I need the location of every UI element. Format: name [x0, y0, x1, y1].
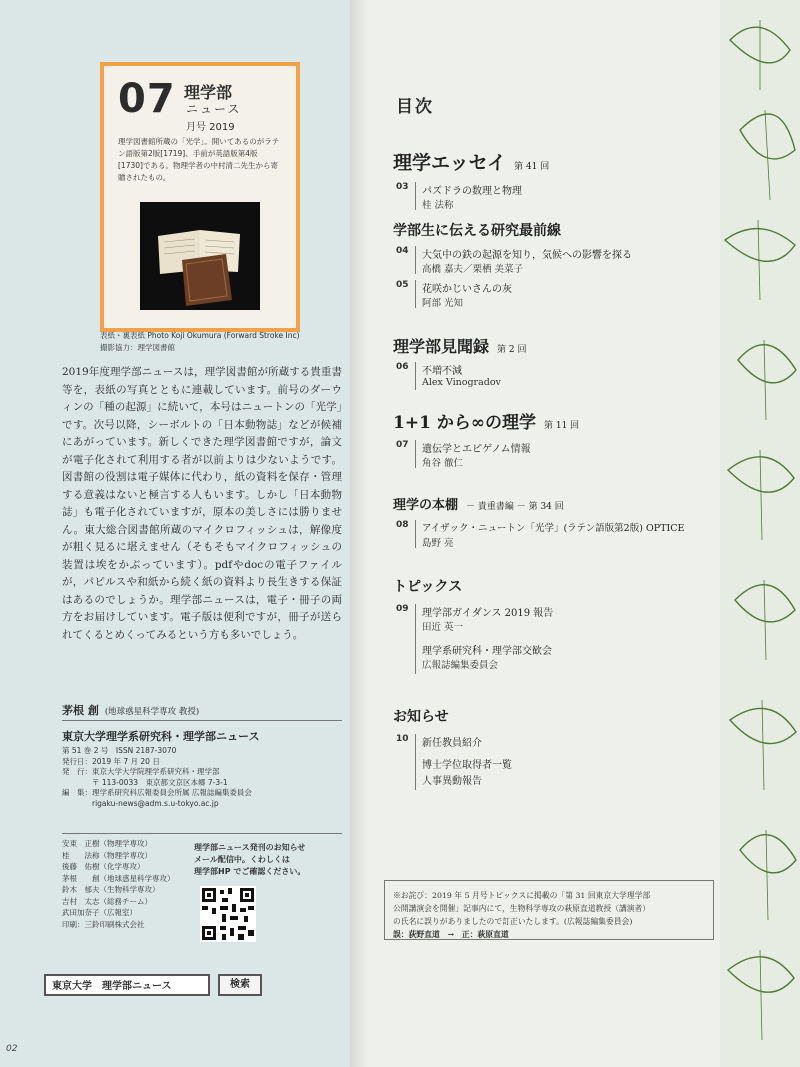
- publication-title: 東京大学理学系研究科・理学部ニュース: [62, 730, 260, 743]
- notice-line: メール配信中。くわしくは: [194, 855, 290, 864]
- toc-section-bookshelf: [393, 494, 564, 513]
- entry-title: 理学部ガイダンス 2019 報告: [422, 608, 554, 619]
- entry-author: 阿部 光知: [422, 298, 464, 309]
- section-title: 理学の本棚: [393, 498, 459, 513]
- entry-bar: [415, 440, 416, 468]
- staff-list: [62, 838, 192, 930]
- entry-title: 遺伝学とエピゲノム情報: [422, 444, 531, 455]
- section-round: 第 11 回: [543, 421, 580, 431]
- toc-section-news: [393, 706, 449, 726]
- toc-entry[interactable]: [396, 246, 726, 276]
- section-round: 第 2 回: [497, 345, 527, 355]
- pub-line: 第 51 巻 2 号 ISSN 2187-3070: [62, 746, 177, 755]
- entry-page: 04: [396, 246, 409, 256]
- section-title: 学部生に伝える研究最前線: [393, 223, 561, 239]
- staff-item: 吉村 太志（総務チーム）: [62, 896, 152, 906]
- staff-item: 安東 正樹（物理学専攻）: [62, 839, 152, 848]
- section-title: お知らせ: [393, 709, 449, 725]
- staff-item: 桂 法称（物理学専攻）: [62, 850, 152, 860]
- staff-item: 茅根 創（地球惑星科学専攻）: [62, 873, 175, 883]
- toc-section-kenbun: [393, 334, 526, 357]
- divider: [62, 720, 342, 721]
- section-title: 理学エッセイ: [393, 152, 507, 174]
- staff-item: 武田加奈子（広報室）: [62, 908, 137, 917]
- toc-section-topics: [393, 576, 462, 596]
- toc-entry[interactable]: [396, 362, 726, 392]
- notice-line: 理学部ニュース発刊のお知らせ: [194, 843, 306, 852]
- toc-entry[interactable]: [396, 520, 726, 550]
- editor-author: [62, 702, 199, 718]
- pub-line: 編 集：理学系研究科広報委員会所属 広報誌編集委員会: [62, 788, 252, 797]
- toc-section-oneplusone: [393, 408, 579, 433]
- entry-page: 06: [396, 362, 409, 372]
- toc-entry[interactable]: [396, 734, 726, 750]
- erratum-line: の氏名に誤りがありましたので訂正いたします。(広報誌編集委員会): [393, 917, 633, 926]
- section-title: 1+1 から∞の理学: [393, 413, 536, 433]
- author-affiliation: (地球惑星科学専攻 教授): [104, 707, 200, 717]
- notice-line: 理学部HP でご確認ください。: [194, 867, 306, 876]
- entry-title: 人事異動報告: [422, 776, 482, 787]
- brand-subtitle: ニュース: [186, 102, 242, 116]
- search-input[interactable]: 東京大学 理学部ニュース: [44, 974, 210, 996]
- entry-page: 08: [396, 520, 409, 530]
- section-round: － 貴重書編 － 第 34 回: [466, 502, 564, 512]
- erratum-box: [384, 880, 714, 940]
- entry-title: 理学系研究科・理学部交歓会: [422, 646, 552, 657]
- entry-author: 角谷 徹仁: [422, 458, 464, 469]
- staff-item: 鈴木 郁夫（生物科学専攻）: [62, 885, 160, 894]
- book-photo: [140, 202, 260, 310]
- entry-page: 09: [396, 604, 409, 614]
- qr-code[interactable]: [200, 886, 256, 942]
- toc-entry[interactable]: [396, 280, 726, 310]
- toc-entry[interactable]: [396, 182, 726, 212]
- entry-title: 新任教員紹介: [422, 738, 482, 749]
- search-button[interactable]: 検索: [218, 974, 262, 996]
- entry-bar: [415, 280, 416, 308]
- entry-page: 10: [396, 734, 409, 744]
- intro-paragraph: 2019年度理学部ニュースは，理学図書館が所蔵する貴重書等を，表紙の写真とともに連載しています。前号のダーウィンの「種の起源」に続いて，本号はニュートンの「光学」です。次号以降，シーボルトの「日本動物誌」などが候補にあがっています。新しくできた理学図書館ですが，論文が電子化されて利用する者が以前よりは少ないようです。図書館の役割は電子媒体に代わり，紙の資料を保存・管理する意義はないと極言する人もいます。しかし「日本動物誌」も電子化されていますが，原本の美しさには勝りません。東大総合図書館所蔵のマイクロフィッシュは，解像度が粗く見るに堪えません（そもそもマイクロフィッシュの装置は埃をかぶっています）。pdfやdocの電子ファイルが，パピルスや和紙から続く紙の資料より長生きする保証はあるのでしょうか。理学部ニュースは，電子・冊子の両方をお届けしています。電子版は便利ですが，冊子が送られてくるとめくってみるという方も多いでしょう。: [62, 366, 342, 641]
- section-title: トピックス: [393, 579, 463, 595]
- entry-title: アイザック・ニュートン「光学」(ラテン語版第2版) OPTICE: [422, 523, 685, 534]
- toc-section-research: [393, 220, 561, 240]
- section-title: 理学部見聞録: [393, 337, 490, 356]
- section-round: 第 41 回: [514, 162, 550, 172]
- entry-bar: [415, 362, 416, 390]
- entry-page: 07: [396, 440, 409, 450]
- toc-entry[interactable]: [396, 604, 726, 634]
- erratum-line: 公開講演会を開催」記事内にて，生物科学専攻の萩原直道教授（講演者）: [393, 904, 651, 913]
- ginkgo-leaf-illustration: [720, 0, 800, 1067]
- entry-bar: [415, 182, 416, 210]
- photo-credit: [100, 330, 350, 354]
- toc-section-essay: [393, 148, 549, 175]
- pub-line: 発行日：2019 年 7 月 20 日: [62, 756, 160, 766]
- pub-email: rigaku-news@adm.s.u-tokyo.ac.jp: [62, 798, 219, 808]
- printer: 印刷：三鈴印刷株式会社: [62, 919, 145, 929]
- cover-info-box: [100, 62, 300, 332]
- entry-author: 高橋 嘉夫／栗栖 美菜子: [422, 264, 524, 275]
- toc-entry[interactable]: [396, 440, 726, 470]
- entry-author: Alex Vinogradov: [422, 377, 501, 388]
- entry-bar: [415, 246, 416, 274]
- entry-title: 博士学位取得者一覧: [422, 760, 512, 771]
- erratum-correction: 誤：荻野直道 → 正：萩原直道: [393, 930, 509, 939]
- cover-description: 理学図書館所蔵の「光学」。開いてあるのがラテン語版第2版[1719]、手前が英語版第4版[1730]である。物理学者の中村清二先生から寄贈されたもの。: [118, 137, 280, 182]
- divider: [62, 833, 342, 834]
- pub-line: 発 行：東京大学大学院理学系研究科・理学部: [62, 767, 220, 776]
- entry-author: 桂 法称: [422, 200, 454, 211]
- staff-item: 後藤 佑樹（化学専攻）: [62, 862, 145, 871]
- entry-page: 05: [396, 280, 409, 290]
- entry-author: 島野 亮: [422, 538, 454, 549]
- erratum-line: ※お詫び：2019 年 5 月号トピックスに掲載の「第 31 回東京大学理学部: [393, 891, 651, 900]
- entry-title: 大気中の鉄の起源を知り，気候への影響を探る: [422, 250, 632, 261]
- toc-entry[interactable]: [396, 772, 726, 788]
- toc-heading: 目次: [396, 97, 434, 117]
- author-name: 茅根 創: [62, 704, 99, 717]
- entry-title: パズドラの数理と物理: [422, 186, 522, 197]
- leaf-pattern-page: [720, 0, 800, 1067]
- pub-line: 〒 113-0033 東京都文京区本郷 7-3-1: [62, 777, 228, 787]
- entry-title: 花咲かじいさんの灰: [422, 284, 512, 295]
- toc-entry[interactable]: [396, 756, 726, 772]
- entry-bar: [415, 520, 416, 548]
- page-fold-shadow: [350, 0, 368, 1067]
- photo-credit-line: 表紙・裏表紙 Photo Koji Okumura (Forward Stroke Inc): [100, 331, 300, 340]
- entry-page: 03: [396, 182, 409, 192]
- entry-author: 広報誌編集委員会: [422, 660, 499, 671]
- photo-credit-line: 撮影協力：理学図書館: [100, 343, 175, 352]
- brand-title: 理学部: [184, 83, 233, 102]
- issue-month: 月号 2019: [186, 122, 235, 133]
- issue-number: 07: [118, 76, 176, 122]
- entry-title: 不増不減: [422, 366, 462, 377]
- publication-info: [62, 746, 352, 809]
- entry-author: 田近 英一: [422, 622, 464, 633]
- toc-entry[interactable]: [396, 642, 726, 672]
- mail-notice: [194, 842, 344, 878]
- page-number: 02: [6, 1044, 18, 1054]
